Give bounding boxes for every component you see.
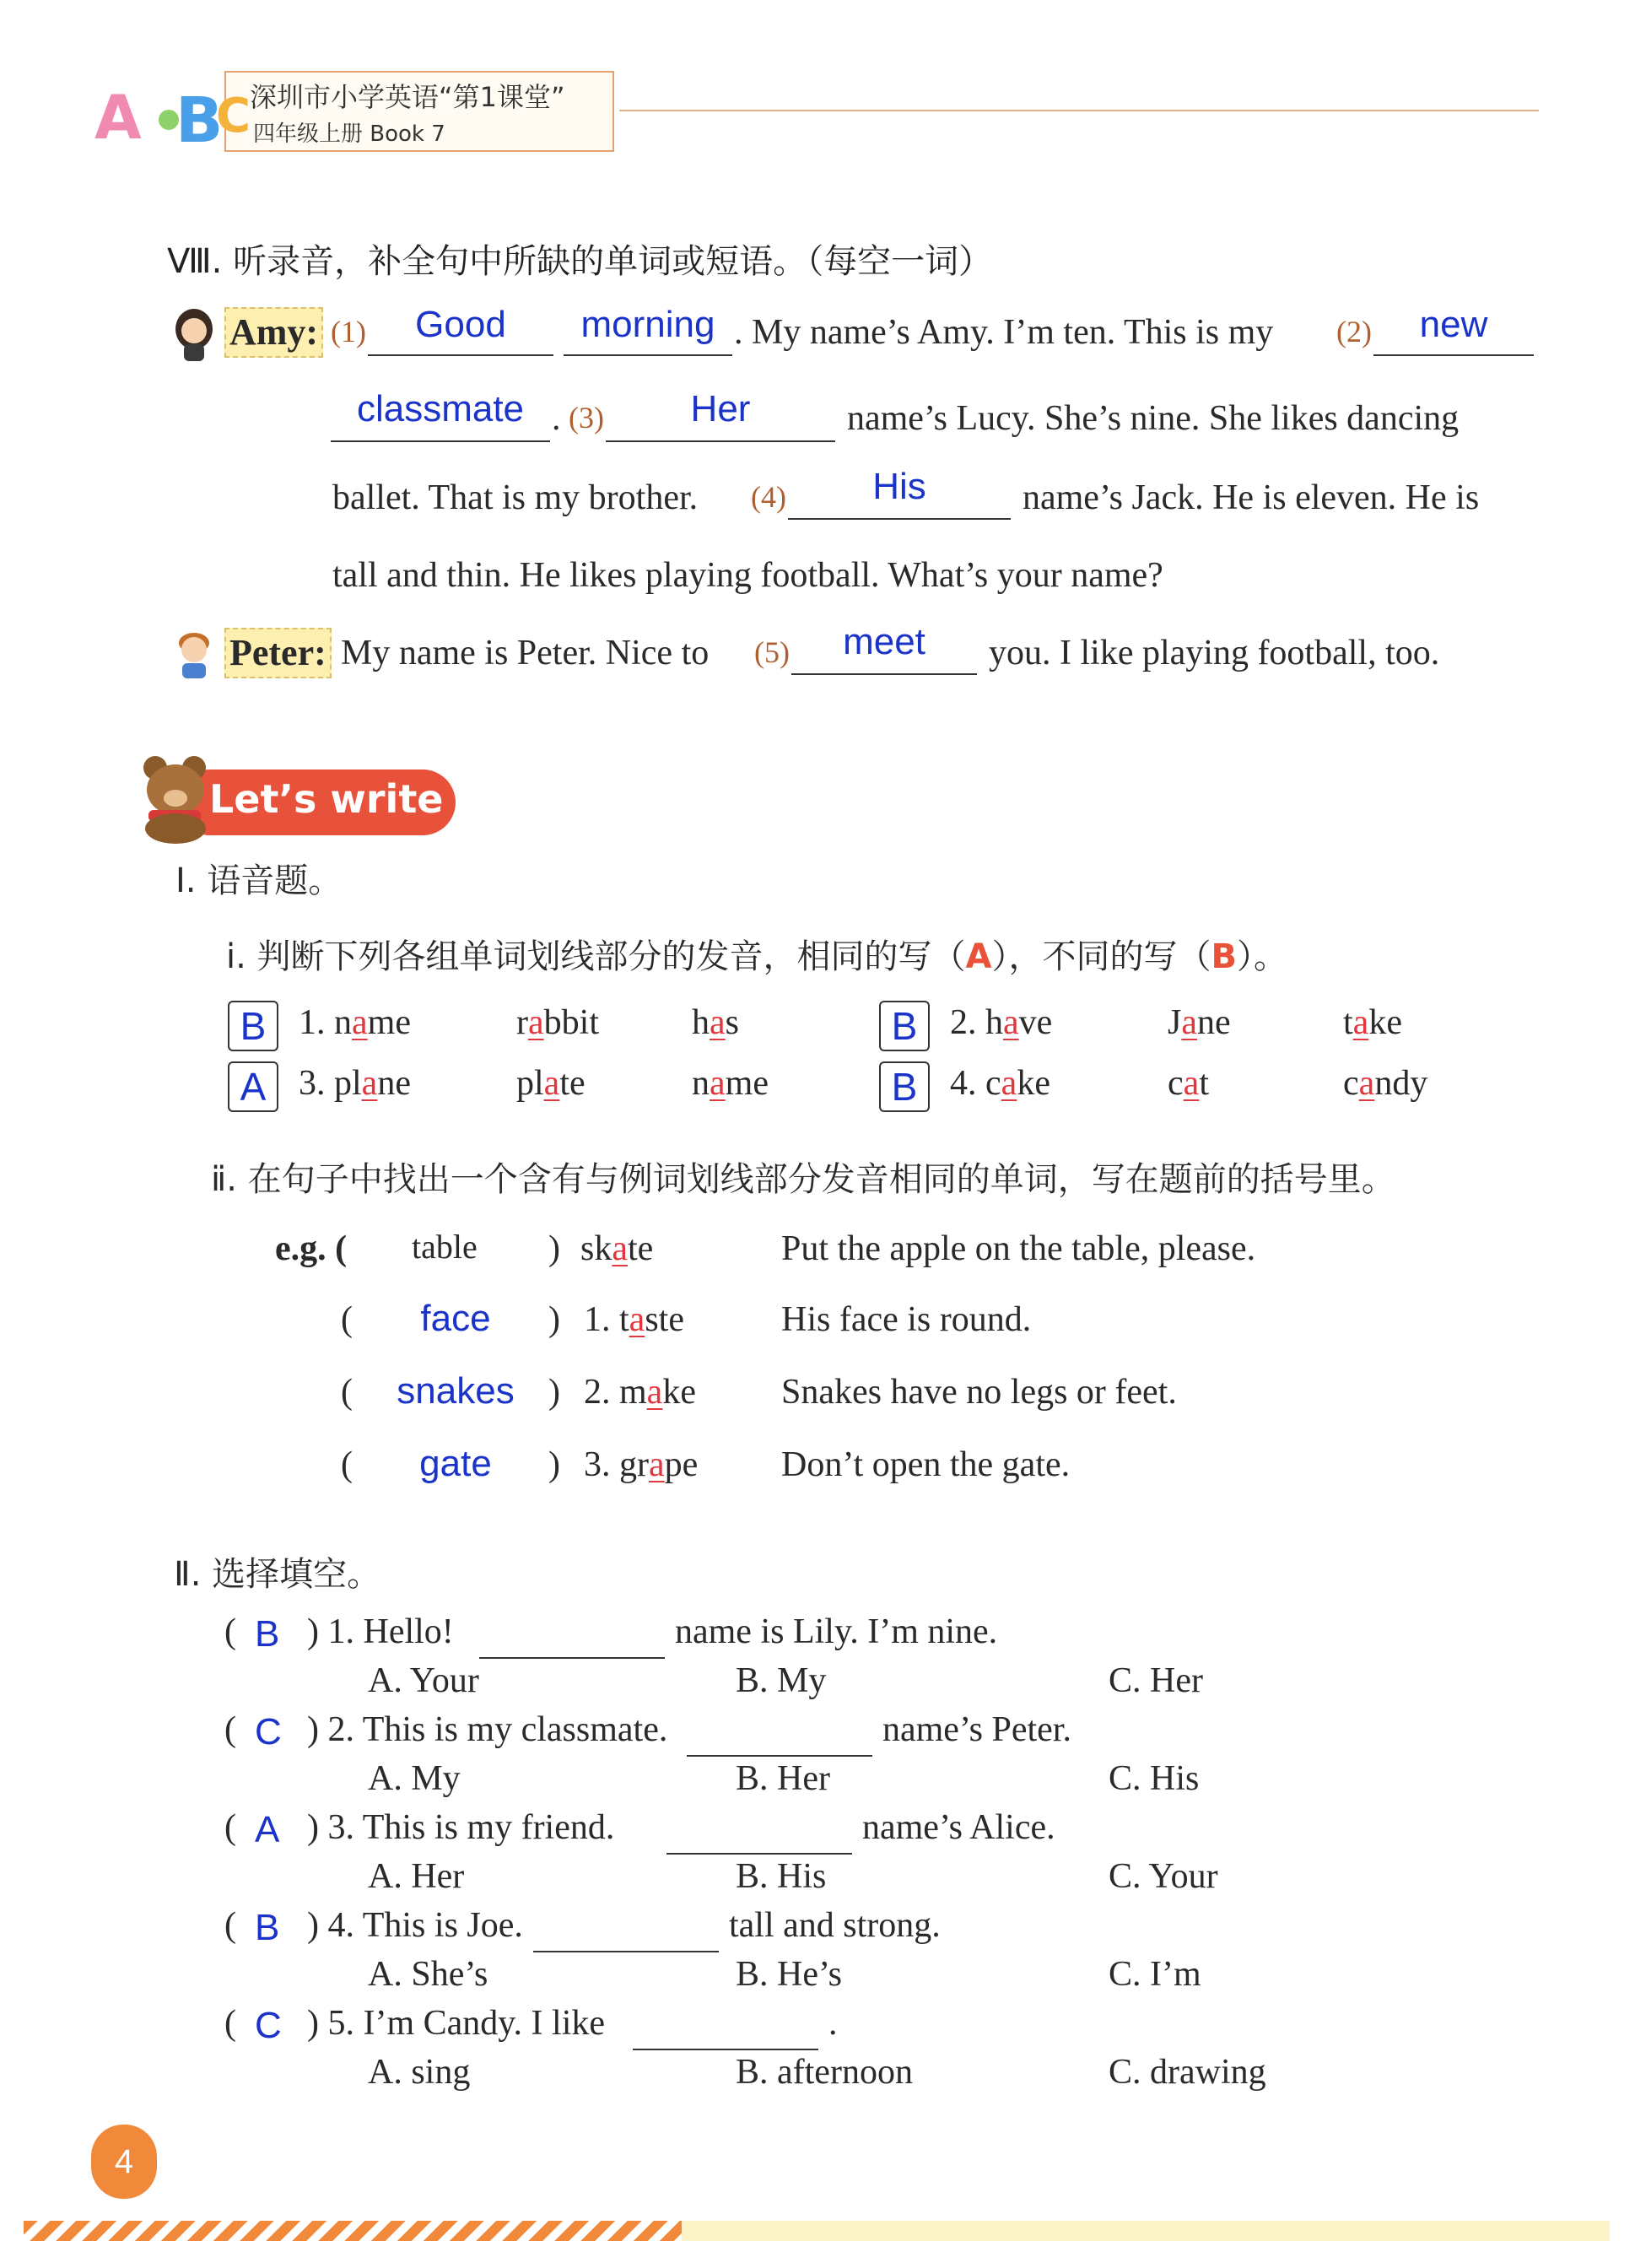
- word-part: ve: [1018, 1003, 1053, 1042]
- answer-blank-3: [606, 388, 835, 442]
- blank-number-5: (5): [754, 635, 790, 669]
- word-part: a: [646, 1373, 663, 1412]
- mcq-option-b: B. My: [736, 1661, 827, 1700]
- amy-text-4: ballet. That is my brother.: [332, 478, 699, 517]
- paren-open: (: [341, 1445, 353, 1484]
- mcq-question-end: name’s Alice.: [862, 1808, 1055, 1847]
- answer-blank-1b: [564, 304, 732, 356]
- phonics-word: [299, 1002, 411, 1043]
- phonics-answer-box: B: [879, 1061, 930, 1112]
- mcq-answer: C: [255, 1711, 282, 1752]
- answer-5: meet: [843, 621, 925, 662]
- sub-i-mid: ），不同的写（: [991, 937, 1211, 976]
- eg-close: ): [548, 1229, 560, 1268]
- row-word: [584, 1444, 698, 1485]
- word-part: ne: [1197, 1003, 1231, 1042]
- word-part: a: [629, 1300, 645, 1339]
- answer-3: Her: [690, 388, 751, 429]
- eg-sentence: Put the apple on the table, please.: [781, 1229, 1256, 1268]
- word-part: a: [649, 1445, 665, 1484]
- word-part: 3. gr: [584, 1445, 649, 1484]
- blank-number-3: (3): [569, 401, 604, 435]
- mcq-question-end: name’s Peter.: [882, 1710, 1071, 1749]
- abc-logo-icon: [91, 78, 251, 157]
- blank-number-1: (1): [331, 315, 366, 348]
- answer-blank-5: [791, 621, 977, 675]
- answer-blank-4: [788, 466, 1011, 520]
- mcq-option-b: B. afternoon: [736, 2053, 913, 2092]
- word-part: a: [1183, 1064, 1200, 1103]
- mcq-answer: B: [255, 1613, 280, 1655]
- answer-blank-2b: [331, 388, 550, 442]
- eg-answer: table: [412, 1228, 478, 1266]
- row-answer: snakes: [397, 1370, 515, 1412]
- page-number-badge: [91, 2125, 157, 2199]
- word-part: a: [361, 1064, 378, 1103]
- word-part: pl: [516, 1064, 544, 1103]
- phonics-word: [692, 1063, 769, 1104]
- word-part: a: [1358, 1064, 1375, 1103]
- row-sentence: Don’t open the gate.: [781, 1445, 1071, 1484]
- page-number: 4: [114, 2142, 134, 2180]
- blank-number-4: (4): [751, 480, 786, 514]
- mcq-option-a: A. Your: [368, 1661, 479, 1700]
- mcq-option-a: A. Her: [368, 1857, 465, 1896]
- word-part: n: [692, 1064, 710, 1103]
- word-part: 2. h: [950, 1003, 1003, 1042]
- mcq-answer: A: [255, 1809, 280, 1850]
- mcq-paren-open: (: [224, 1612, 236, 1651]
- header-title: 深圳市小学英语“第1课堂”: [250, 81, 565, 113]
- phonics-word: [1168, 1002, 1231, 1043]
- mcq-blank: [666, 1811, 852, 1855]
- word-part: ke: [1368, 1003, 1402, 1042]
- mcq-blank: [533, 1909, 719, 1952]
- word-part: a: [1003, 1003, 1019, 1042]
- row-answer: gate: [419, 1443, 492, 1484]
- blank-number-2: (2): [1336, 315, 1372, 348]
- word-part: pe: [664, 1445, 699, 1484]
- answer-2: new: [1419, 304, 1488, 345]
- word-part: r: [516, 1003, 528, 1042]
- paren-close: ): [548, 1300, 560, 1339]
- boy-avatar-icon: [172, 628, 216, 678]
- word-part: s: [725, 1003, 740, 1042]
- eg-label: e.g. (: [275, 1229, 348, 1268]
- phonics-word: [692, 1002, 739, 1043]
- mcq-question: ) 2. This is my classmate.: [307, 1710, 668, 1749]
- answer-1a: Good: [415, 304, 506, 345]
- phonics-word: [299, 1063, 411, 1104]
- mcq-answer: C: [255, 2005, 282, 2046]
- peter-text-1: My name is Peter. Nice to: [341, 634, 710, 672]
- word-part: bbit: [543, 1003, 599, 1042]
- peter-text-2: you. I like playing football, too.: [989, 634, 1440, 672]
- mcq-blank: [687, 1713, 872, 1757]
- word-part: ke: [662, 1373, 696, 1412]
- word-part: 1. n: [299, 1003, 352, 1042]
- word-part: ne: [377, 1064, 411, 1103]
- mcq-question: ) 3. This is my friend.: [307, 1808, 615, 1847]
- mcq-paren-open: (: [224, 1808, 236, 1847]
- word-part: ndy: [1374, 1064, 1428, 1103]
- section-1-heading: Ⅰ. 语音题。: [175, 861, 343, 900]
- mcq-option-c: C. Your: [1109, 1857, 1218, 1896]
- phonics-answer-box: B: [228, 1001, 278, 1051]
- speaker-peter: Peter:: [224, 628, 332, 678]
- mcq-option-c: C. Her: [1109, 1661, 1203, 1700]
- word-part: a: [528, 1003, 544, 1042]
- sub-i-end: ）。: [1237, 937, 1288, 976]
- phonics-answer-box: A: [228, 1061, 278, 1112]
- phonics-answer-box: B: [879, 1001, 930, 1051]
- speaker-amy: Amy:: [224, 307, 323, 358]
- footer-stripes: [24, 2221, 682, 2241]
- mcq-option-a: A. sing: [368, 2053, 471, 2092]
- girl-avatar-icon: [172, 307, 216, 361]
- eg-word-c: te: [628, 1229, 654, 1268]
- phonics-word: [1343, 1002, 1402, 1043]
- mcq-option-c: C. I’m: [1109, 1955, 1201, 1994]
- row-word: [584, 1299, 684, 1340]
- word-part: 4. c: [950, 1064, 1001, 1103]
- word-part: J: [1168, 1003, 1182, 1042]
- mcq-blank: [633, 2006, 818, 2050]
- header-subtitle: 四年级上册 Book 7: [253, 122, 445, 147]
- mcq-question: ) 1. Hello!: [307, 1612, 454, 1651]
- mcq-answer: B: [255, 1907, 280, 1948]
- mcq-option-c: C. drawing: [1109, 2053, 1266, 2092]
- word-part: c: [1168, 1064, 1184, 1103]
- phonics-word: [1343, 1063, 1427, 1104]
- word-part: 1. t: [584, 1300, 629, 1339]
- word-part: a: [710, 1003, 726, 1042]
- answer-blank-2: [1373, 304, 1534, 356]
- eg-word: [580, 1228, 653, 1269]
- footer-bar: [682, 2221, 1610, 2241]
- word-part: te: [559, 1064, 585, 1103]
- paren-open: (: [341, 1373, 353, 1412]
- mcq-option-b: B. His: [736, 1857, 827, 1896]
- answer-4: His: [872, 466, 926, 507]
- eg-word-b: a: [612, 1229, 629, 1268]
- paren-open: (: [341, 1300, 353, 1339]
- mcq-paren-open: (: [224, 1710, 236, 1749]
- row-answer: face: [420, 1298, 491, 1339]
- word-part: a: [710, 1064, 726, 1103]
- word-part: a: [1181, 1003, 1198, 1042]
- word-part: me: [367, 1003, 411, 1042]
- word-part: c: [1343, 1064, 1359, 1103]
- answer-1b: morning: [580, 304, 715, 345]
- mcq-question: ) 4. This is Joe.: [307, 1906, 523, 1945]
- word-part: a: [1001, 1064, 1017, 1103]
- word-part: ste: [645, 1300, 684, 1339]
- paren-close: ): [548, 1445, 560, 1484]
- amy-text-1: . My name’s Amy. I’m ten. This is my: [734, 313, 1274, 352]
- svg-text:A: A: [94, 82, 142, 153]
- sub-i-text: ⅰ. 判断下列各组单词划线部分的发音，相同的写（: [226, 937, 966, 976]
- mcq-option-a: A. She’s: [368, 1955, 488, 1994]
- word-part: ke: [1017, 1064, 1050, 1103]
- word-part: h: [692, 1003, 710, 1042]
- mcq-question-end: name is Lily. I’m nine.: [675, 1612, 998, 1651]
- mcq-paren-open: (: [224, 1906, 236, 1945]
- mcq-option-c: C. His: [1109, 1759, 1200, 1798]
- row-word: [584, 1372, 696, 1412]
- word-part: 2. m: [584, 1373, 647, 1412]
- answer-blank-1a: [368, 304, 553, 356]
- mcq-question-end: .: [828, 2004, 838, 2043]
- mcq-blank: [479, 1615, 665, 1659]
- svg-text:C: C: [216, 89, 251, 143]
- amy-text-2: .: [552, 399, 561, 438]
- mcq-question-end: tall and strong.: [729, 1906, 941, 1945]
- phonics-word: [516, 1002, 599, 1043]
- lets-write-label: Let’s write: [209, 776, 444, 822]
- amy-text-3: name’s Lucy. She’s nine. She likes dancing: [847, 399, 1460, 438]
- eg-word-a: sk: [580, 1229, 612, 1268]
- word-part: a: [352, 1003, 368, 1042]
- answer-2b: classmate: [356, 388, 525, 429]
- mcq-option-b: B. He’s: [736, 1955, 842, 1994]
- paren-close: ): [548, 1373, 560, 1412]
- header-rule: [619, 110, 1539, 111]
- sub-i-a: A: [965, 937, 992, 976]
- row-sentence: Snakes have no legs or feet.: [781, 1373, 1177, 1412]
- phonics-word: [516, 1063, 585, 1104]
- word-part: t: [1343, 1003, 1353, 1042]
- word-part: a: [1352, 1003, 1369, 1042]
- phonics-word: [950, 1002, 1052, 1043]
- mcq-option-a: A. My: [368, 1759, 461, 1798]
- svg-text:B: B: [175, 84, 224, 157]
- section-8-heading: Ⅷ. 听录音，补全句中所缺的单词或短语。（每空一词）: [167, 242, 993, 281]
- bear-icon: [135, 751, 219, 844]
- mcq-question: ) 5. I’m Candy. I like: [307, 2004, 606, 2043]
- section-1-sub-i: [226, 930, 1287, 978]
- row-sentence: His face is round.: [781, 1300, 1032, 1339]
- mcq-paren-open: (: [224, 2004, 236, 2043]
- word-part: t: [1199, 1064, 1209, 1103]
- section-2-heading: Ⅱ. 选择填空。: [174, 1555, 381, 1594]
- word-part: me: [725, 1064, 769, 1103]
- section-1-sub-ii: ⅱ. 在句子中找出一个含有与例词划线部分发音相同的单词，写在题前的括号里。: [211, 1160, 1395, 1199]
- amy-text-6: tall and thin. He likes playing football. What’s your name?: [332, 556, 1163, 595]
- phonics-word: [1168, 1063, 1209, 1104]
- mcq-option-b: B. Her: [736, 1759, 830, 1798]
- word-part: 3. pl: [299, 1064, 362, 1103]
- sub-i-b: B: [1211, 937, 1238, 976]
- word-part: a: [543, 1064, 560, 1103]
- phonics-word: [950, 1063, 1050, 1104]
- amy-text-5: name’s Jack. He is eleven. He is: [1023, 478, 1480, 517]
